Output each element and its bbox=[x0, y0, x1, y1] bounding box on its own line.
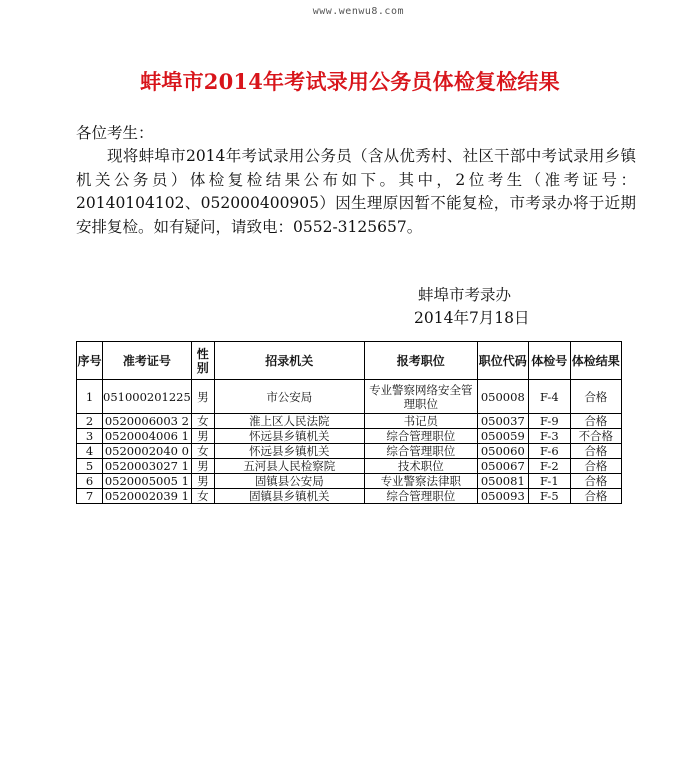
header-org: 招录机关 bbox=[214, 342, 364, 380]
cell-sex: 女 bbox=[191, 444, 214, 459]
cell-org: 淮上区人民法院 bbox=[214, 414, 364, 429]
cell-position-code: 050059 bbox=[477, 429, 528, 444]
header-position-code: 职位代码 bbox=[477, 342, 528, 380]
cell-exam-id: 0520006003 2 bbox=[103, 414, 192, 429]
cell-result: 合格 bbox=[570, 489, 621, 504]
cell-seq: 4 bbox=[77, 444, 103, 459]
header-exam-id: 准考证号 bbox=[103, 342, 192, 380]
table-row bbox=[77, 489, 622, 504]
cell-result: 合格 bbox=[570, 474, 621, 489]
table-row bbox=[77, 429, 622, 444]
cell-position: 书记员 bbox=[364, 414, 477, 429]
cell-sex: 男 bbox=[191, 429, 214, 444]
table-row bbox=[77, 380, 622, 414]
cell-exam-id: 0520004006 1 bbox=[103, 429, 192, 444]
cell-sex: 女 bbox=[191, 414, 214, 429]
header-sex: 性别 bbox=[191, 342, 214, 380]
cell-exam-no: F-2 bbox=[528, 459, 570, 474]
cell-exam-id: 0520002040 0 bbox=[103, 444, 192, 459]
cell-org: 固镇县乡镇机关 bbox=[214, 489, 364, 504]
cell-position-code: 050081 bbox=[477, 474, 528, 489]
cell-position: 综合管理职位 bbox=[364, 489, 477, 504]
table-row bbox=[77, 444, 622, 459]
header-exam-no: 体检号 bbox=[528, 342, 570, 380]
cell-org: 五河县人民检察院 bbox=[214, 459, 364, 474]
cell-position: 综合管理职位 bbox=[364, 429, 477, 444]
cell-exam-id: 0520005005 1 bbox=[103, 474, 192, 489]
cell-result: 合格 bbox=[570, 414, 621, 429]
cell-exam-no: F-4 bbox=[528, 380, 570, 414]
cell-position-code: 050037 bbox=[477, 414, 528, 429]
cell-exam-no: F-3 bbox=[528, 429, 570, 444]
cell-position: 专业警察法律职 bbox=[364, 474, 477, 489]
table-header-row bbox=[77, 342, 622, 380]
cell-position-code: 050093 bbox=[477, 489, 528, 504]
cell-position-code: 050067 bbox=[477, 459, 528, 474]
results-table bbox=[76, 341, 622, 504]
cell-exam-no: F-6 bbox=[528, 444, 570, 459]
cell-position-code: 050008 bbox=[477, 380, 528, 414]
cell-sex: 男 bbox=[191, 380, 214, 414]
cell-org: 怀远县乡镇机关 bbox=[214, 429, 364, 444]
announcement-paragraph: 现将蚌埠市2014年考试录用公务员（含从优秀村、社区干部中考试录用乡镇机关公务员）体检复检结果公布如下。其中，2位考生（准考证号：20140104102、052000400905）因生理原因暂不能复检，市考录办将于近期安排复检。如有疑问，请致电：0552-3125657。 bbox=[76, 147, 636, 236]
table-row bbox=[77, 414, 622, 429]
cell-org: 固镇县公安局 bbox=[214, 474, 364, 489]
cell-position: 综合管理职位 bbox=[364, 444, 477, 459]
cell-sex: 男 bbox=[191, 459, 214, 474]
header-position: 报考职位 bbox=[364, 342, 477, 380]
cell-seq: 3 bbox=[77, 429, 103, 444]
watermark: www.wenwu8.com bbox=[312, 6, 404, 17]
header-result: 体检结果 bbox=[570, 342, 621, 380]
greeting: 各位考生： bbox=[76, 124, 154, 142]
cell-result: 合格 bbox=[570, 459, 621, 474]
page-title: 蚌埠市2014年考试录用公务员体检复检结果 bbox=[140, 69, 560, 94]
cell-result: 合格 bbox=[570, 444, 621, 459]
cell-position: 技术职位 bbox=[364, 459, 477, 474]
header-seq: 序号 bbox=[77, 342, 103, 380]
cell-exam-id: 0520002039 1 bbox=[103, 489, 192, 504]
cell-org: 市公安局 bbox=[214, 380, 364, 414]
cell-seq: 2 bbox=[77, 414, 103, 429]
cell-exam-id: 0520003027 1 bbox=[103, 459, 192, 474]
cell-exam-no: F-9 bbox=[528, 414, 570, 429]
cell-exam-no: F-1 bbox=[528, 474, 570, 489]
cell-exam-no: F-5 bbox=[528, 489, 570, 504]
cell-seq: 6 bbox=[77, 474, 103, 489]
cell-exam-id: 051000201225 bbox=[103, 380, 192, 414]
cell-seq: 5 bbox=[77, 459, 103, 474]
cell-result: 不合格 bbox=[570, 429, 621, 444]
table-row bbox=[77, 474, 622, 489]
signature-org: 蚌埠市考录办 bbox=[418, 286, 512, 304]
cell-seq: 1 bbox=[77, 380, 103, 414]
cell-result: 合格 bbox=[570, 380, 621, 414]
table-row bbox=[77, 459, 622, 474]
signature-date: 2014年7月18日 bbox=[414, 309, 530, 327]
cell-org: 怀远县乡镇机关 bbox=[214, 444, 364, 459]
cell-position: 专业警察网络安全管理职位 bbox=[364, 380, 477, 414]
cell-position-code: 050060 bbox=[477, 444, 528, 459]
cell-sex: 男 bbox=[191, 474, 214, 489]
cell-seq: 7 bbox=[77, 489, 103, 504]
cell-sex: 女 bbox=[191, 489, 214, 504]
